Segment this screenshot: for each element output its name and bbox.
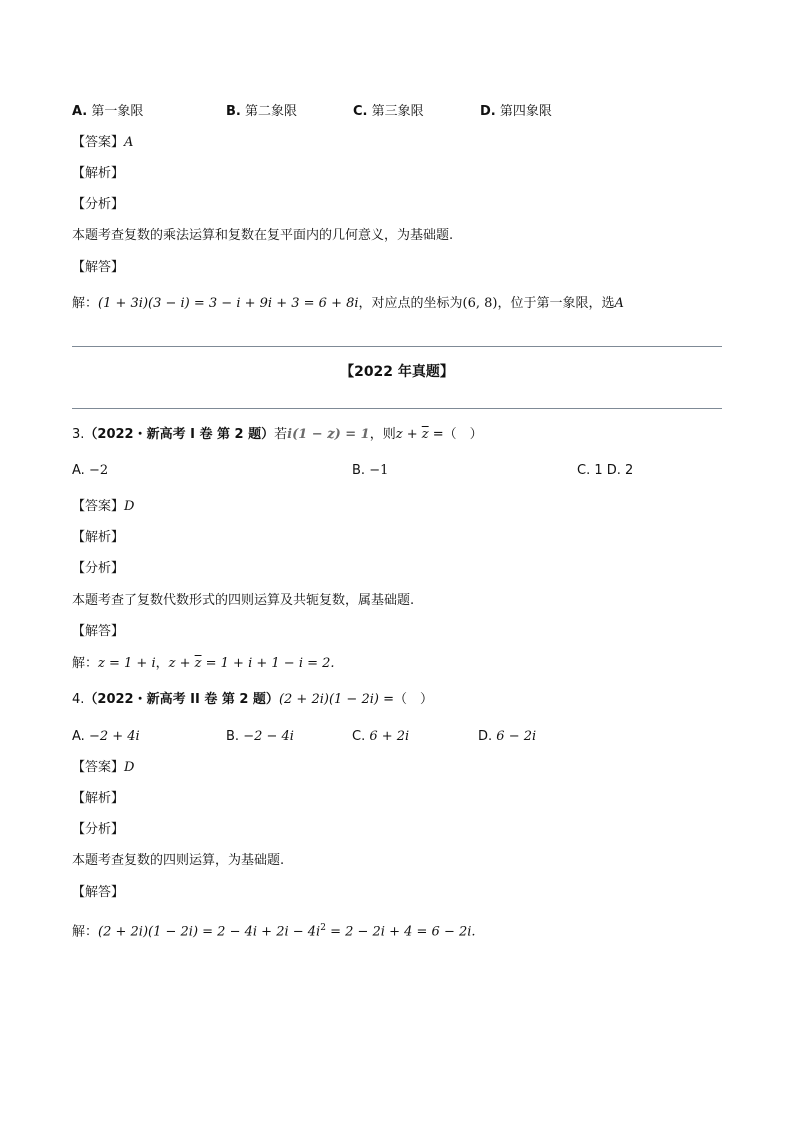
option-d: D. 第四象限 [480, 104, 552, 119]
q3-fenxi-heading: 【分析】 [72, 561, 125, 576]
q3-jieda-heading: 【解答】 [72, 624, 125, 639]
q3-answer: 【答案】D [72, 499, 135, 514]
prev-jieda-heading: 【解答】 [72, 260, 125, 275]
q3-jiexi-heading: 【解析】 [72, 530, 125, 545]
section-rule-top [72, 346, 722, 347]
prev-answer: 【答案】A [72, 135, 134, 150]
option-a: A. 第一象限 [72, 104, 144, 119]
q4-option-d: D. 6 − 2i [478, 729, 537, 744]
q3-solution: 解：z = 1 + i，$z + \overline{z} = 1 + i + 1 - i = 2$. [72, 656, 335, 671]
q3-option-c-d: C. 1 D. 2 [577, 463, 634, 478]
q3-option-b: B. −1 [352, 463, 389, 478]
section-title: 【2022 年真题】 [340, 364, 454, 380]
q4-option-a: A. −2 + 4i [72, 729, 140, 744]
q4-stem: 4.（2022・新高考 II 卷 第 2 题）(2 + 2i)(1 − 2i) =（ ） [72, 692, 433, 707]
q4-solution: 解：$(2 + 2i)(1 - 2i) = 2 - 4i + 2i - 4i^2 = 2 - 2i + 4 = 6 - 2i$. [72, 923, 476, 940]
q4-option-b: B. −2 − 4i [226, 729, 294, 744]
q4-jiexi-heading: 【解析】 [72, 791, 125, 806]
q3-stem: 3.（2022・新高考 I 卷 第 2 题）若i(1 − z) = 1，则$z + \overline{z}$ =（ ） [72, 427, 483, 442]
option-c: C. 第三象限 [353, 104, 424, 119]
prev-solution: 解：(1 + 3i)(3 − i) = 3 − i + 9i + 3 = 6 + 8i，对应点的坐标为(6, 8)，位于第一象限，选A [72, 296, 624, 311]
q4-answer: 【答案】D [72, 760, 135, 775]
q4-jieda-heading: 【解答】 [72, 885, 125, 900]
q4-fenxi-heading: 【分析】 [72, 822, 125, 837]
option-b: B. 第二象限 [226, 104, 298, 119]
q4-option-c: C. 6 + 2i [352, 729, 410, 744]
prev-analysis-text: 本题考查复数的乘法运算和复数在复平面内的几何意义，为基础题. [72, 228, 454, 243]
section-rule-bottom [72, 408, 722, 409]
prev-jiexi-heading: 【解析】 [72, 166, 125, 181]
q3-analysis-text: 本题考查了复数代数形式的四则运算及共轭复数，属基础题. [72, 593, 415, 608]
q4-analysis-text: 本题考查复数的四则运算，为基础题. [72, 853, 285, 868]
prev-fenxi-heading: 【分析】 [72, 197, 125, 212]
q3-option-a: A. −2 [72, 463, 109, 478]
